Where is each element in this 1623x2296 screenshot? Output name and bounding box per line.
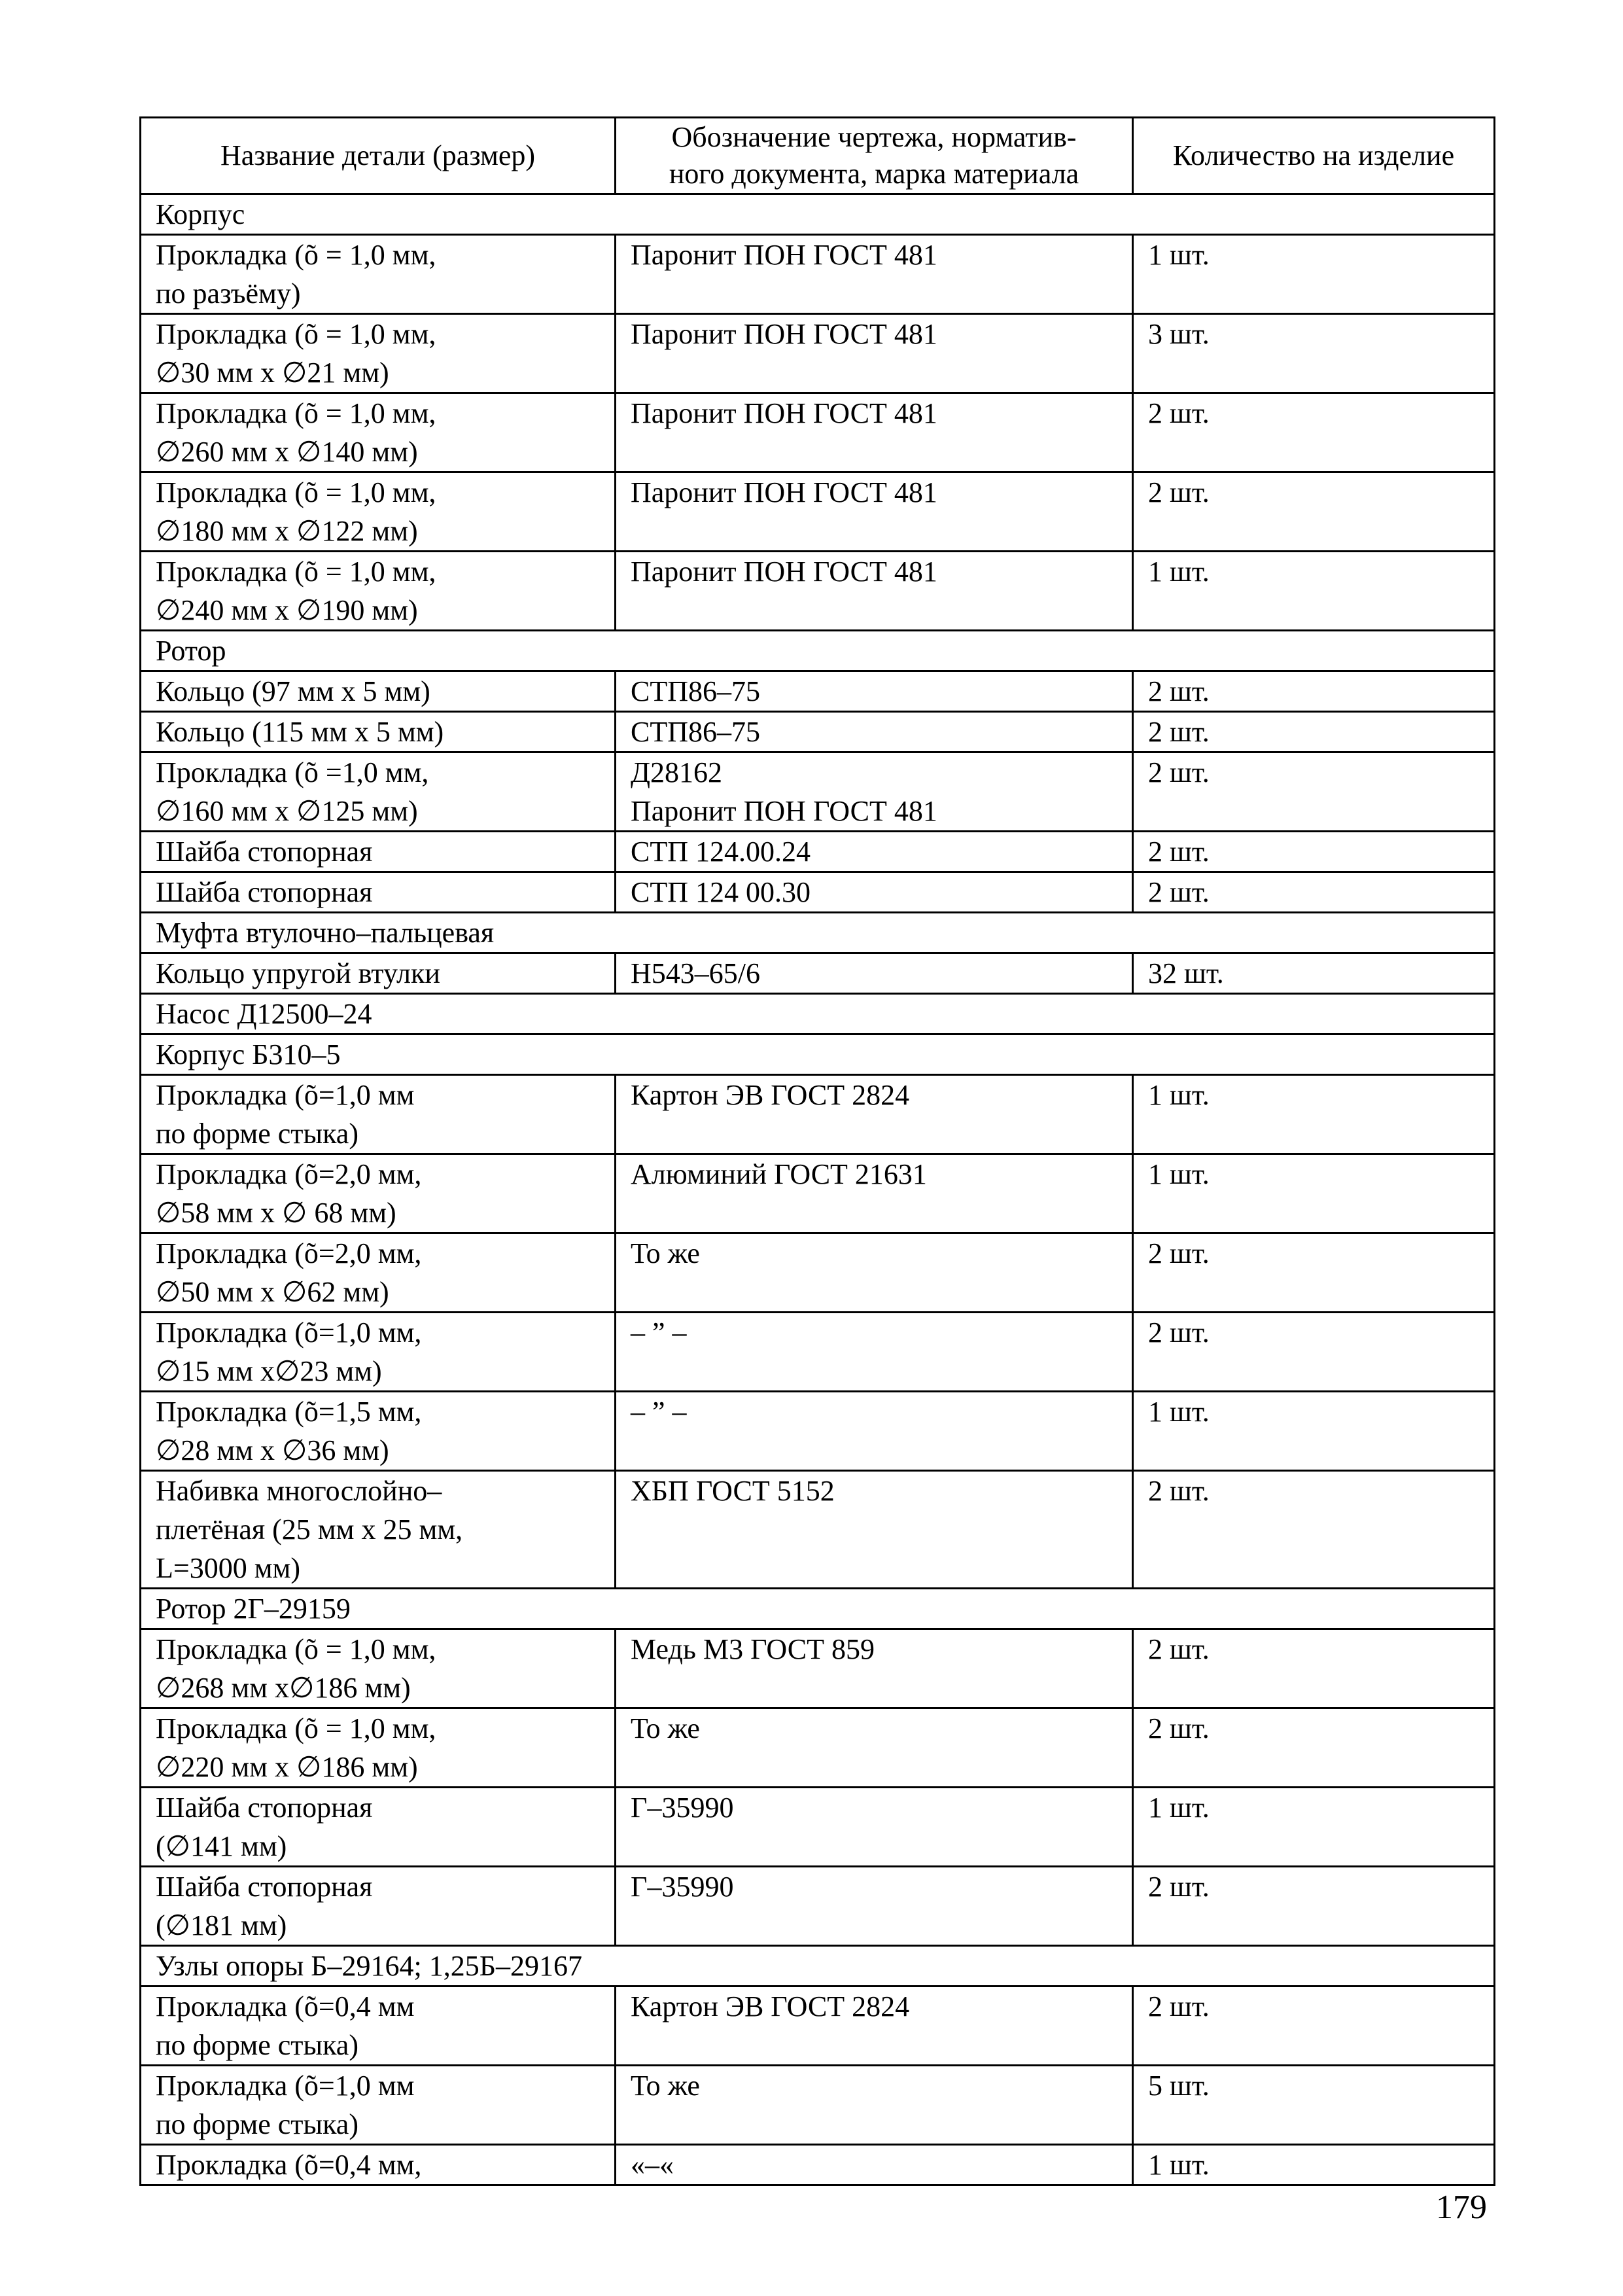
table-row: [141, 953, 1495, 994]
section-row: [141, 1034, 1495, 1075]
section-row: [141, 631, 1495, 671]
document-cell: [616, 1392, 1133, 1471]
quantity-cell: 2 шт.: [1133, 1629, 1495, 1708]
table-row: [141, 1392, 1495, 1471]
part-name-cell-line: Прокладка (õ=1,0 мм,: [156, 1316, 422, 1349]
part-name-cell-line: ∅28 мм х ∅36 мм): [156, 1434, 389, 1466]
document-cell-line: – ” –: [631, 1316, 687, 1349]
quantity-cell: 2 шт.: [1133, 752, 1495, 832]
part-name-cell-line: Шайба стопорная: [156, 1871, 373, 1903]
quantity-cell: 2 шт.: [1133, 1867, 1495, 1946]
page-number: 179: [1436, 2189, 1487, 2226]
table-row: [141, 872, 1495, 913]
table-row: [141, 1708, 1495, 1788]
document-cell-line: Д28162: [631, 756, 723, 788]
document-cell-line: Паронит ПОН ГОСТ 481: [631, 556, 937, 588]
table-row: [141, 752, 1495, 832]
document-cell: [616, 552, 1133, 631]
section-title: Муфта втулочно–пальцевая: [141, 913, 1495, 953]
document-cell-line: Паронит ПОН ГОСТ 481: [631, 397, 937, 429]
section-title: Корпус Б310–5: [141, 1034, 1495, 1075]
document-cell: [616, 832, 1133, 872]
document-cell: [616, 1471, 1133, 1589]
document-cell-line: То же: [631, 2070, 700, 2102]
part-name-cell-line: ∅180 мм х ∅122 мм): [156, 515, 418, 547]
part-name-cell-line: ∅30 мм х ∅21 мм): [156, 357, 389, 389]
part-name-cell-line: Прокладка (õ = 1,0 мм,: [156, 1712, 436, 1744]
header-row: [141, 118, 1495, 194]
part-name-cell-line: по форме стыка): [156, 1118, 358, 1150]
quantity-cell: 1 шт.: [1133, 1154, 1495, 1233]
part-name-cell: [141, 712, 616, 752]
document-cell-line: Паронит ПОН ГОСТ 481: [631, 795, 937, 827]
part-name-cell: [141, 1867, 616, 1946]
document-cell-line: Г–35990: [631, 1871, 734, 1903]
document-cell-line: СТП86–75: [631, 675, 760, 707]
quantity-cell: 2 шт.: [1133, 832, 1495, 872]
section-title: Ротор: [141, 631, 1495, 671]
part-name-cell: [141, 1154, 616, 1233]
part-name-cell-line: по разъёму): [156, 277, 301, 309]
part-name-cell: [141, 235, 616, 314]
part-name-cell: [141, 2066, 616, 2145]
section-row: [141, 913, 1495, 953]
part-name-cell-line: Прокладка (õ = 1,0 мм,: [156, 1633, 436, 1665]
part-name-cell-line: ∅220 мм х ∅186 мм): [156, 1751, 418, 1783]
table-row: [141, 1629, 1495, 1708]
quantity-cell: 1 шт.: [1133, 2145, 1495, 2185]
document-cell: [616, 1708, 1133, 1788]
part-name-cell-line: ∅58 мм х ∅ 68 мм): [156, 1197, 396, 1229]
table-row: [141, 1154, 1495, 1233]
table-row: [141, 1987, 1495, 2066]
quantity-cell: 2 шт.: [1133, 1987, 1495, 2066]
table-row: [141, 671, 1495, 712]
document-cell-line: Паронит ПОН ГОСТ 481: [631, 476, 937, 508]
part-name-cell-line: Прокладка (õ=0,4 мм: [156, 1990, 415, 2022]
part-name-cell-line: ∅260 мм х ∅140 мм): [156, 436, 418, 468]
part-name-cell: [141, 1313, 616, 1392]
header-text-line: ного документа, марка материала: [669, 158, 1079, 190]
part-name-cell: [141, 953, 616, 994]
quantity-cell: 1 шт.: [1133, 235, 1495, 314]
document-cell-line: Н543–65/6: [631, 957, 760, 989]
section-title: Узлы опоры Б–29164; 1,25Б–29167: [141, 1946, 1495, 1987]
quantity-cell: 2 шт.: [1133, 1313, 1495, 1392]
table-row: [141, 712, 1495, 752]
document-cell: [616, 1233, 1133, 1313]
document-cell: [616, 1629, 1133, 1708]
header-text-line: Обозначение чертежа, норматив-: [671, 121, 1077, 153]
quantity-cell: 3 шт.: [1133, 314, 1495, 393]
part-name-cell-line: Шайба стопорная: [156, 1792, 373, 1824]
part-name-cell-line: Прокладка (õ = 1,0 мм,: [156, 556, 436, 588]
document-cell-line: – ” –: [631, 1396, 687, 1428]
table-row: [141, 1075, 1495, 1154]
document-cell: [616, 1154, 1133, 1233]
quantity-cell: 2 шт.: [1133, 1471, 1495, 1589]
column-header-part-name: [141, 118, 616, 194]
column-header-quantity: [1133, 118, 1495, 194]
section-row: [141, 194, 1495, 235]
document-cell-line: Картон ЭВ ГОСТ 2824: [631, 1990, 910, 2022]
quantity-cell: 2 шт.: [1133, 872, 1495, 913]
document-cell: [616, 1987, 1133, 2066]
part-name-cell-line: Шайба стопорная: [156, 876, 373, 908]
section-row: [141, 1589, 1495, 1629]
part-name-cell-line: (∅141 мм): [156, 1830, 287, 1862]
quantity-cell: 2 шт.: [1133, 671, 1495, 712]
table-row: [141, 393, 1495, 472]
part-name-cell: [141, 872, 616, 913]
table-row: [141, 235, 1495, 314]
part-name-cell-line: Прокладка (õ = 1,0 мм,: [156, 239, 436, 271]
table-row: [141, 314, 1495, 393]
part-name-cell-line: Набивка многослойно–: [156, 1475, 442, 1507]
part-name-cell-line: Прокладка (õ=1,5 мм,: [156, 1396, 422, 1428]
part-name-cell: [141, 1471, 616, 1589]
part-name-cell-line: (∅181 мм): [156, 1909, 287, 1941]
part-name-cell-line: Прокладка (õ = 1,0 мм,: [156, 476, 436, 508]
part-name-cell-line: плетёная (25 мм х 25 мм,: [156, 1513, 463, 1545]
part-name-cell: [141, 1233, 616, 1313]
part-name-cell-line: Прокладка (õ=1,0 мм: [156, 2070, 415, 2102]
table-row: [141, 1313, 1495, 1392]
section-title: Корпус: [141, 194, 1495, 235]
document-cell-line: Медь М3 ГОСТ 859: [631, 1633, 875, 1665]
quantity-cell: 2 шт.: [1133, 472, 1495, 552]
quantity-cell: 1 шт.: [1133, 1788, 1495, 1867]
part-name-cell-line: Прокладка (õ=2,0 мм,: [156, 1158, 422, 1190]
table-header: [141, 118, 1495, 194]
section-row: [141, 1946, 1495, 1987]
part-name-cell: [141, 472, 616, 552]
part-name-cell-line: ∅240 мм х ∅190 мм): [156, 594, 418, 626]
document-cell-line: «–«: [631, 2149, 674, 2181]
document-cell-line: Паронит ПОН ГОСТ 481: [631, 318, 937, 350]
part-name-cell: [141, 752, 616, 832]
document-cell-line: Алюминий ГОСТ 21631: [631, 1158, 927, 1190]
document-cell: [616, 872, 1133, 913]
quantity-cell: 1 шт.: [1133, 552, 1495, 631]
part-name-cell-line: по форме стыка): [156, 2029, 358, 2061]
part-name-cell-line: Кольцо (97 мм х 5 мм): [156, 675, 430, 707]
quantity-cell: 2 шт.: [1133, 1708, 1495, 1788]
document-cell-line: СТП86–75: [631, 716, 760, 748]
part-name-cell: [141, 671, 616, 712]
document-cell: [616, 752, 1133, 832]
table-row: [141, 472, 1495, 552]
part-name-cell: [141, 2145, 616, 2185]
part-name-cell-line: Кольцо упругой втулки: [156, 957, 440, 989]
part-name-cell-line: ∅268 мм х∅186 мм): [156, 1672, 411, 1704]
quantity-cell: 1 шт.: [1133, 1392, 1495, 1471]
document-cell-line: То же: [631, 1237, 700, 1269]
table-row: [141, 1788, 1495, 1867]
document-cell-line: Картон ЭВ ГОСТ 2824: [631, 1079, 910, 1111]
part-name-cell-line: Прокладка (õ=1,0 мм: [156, 1079, 415, 1111]
table-row: [141, 832, 1495, 872]
table-row: [141, 1233, 1495, 1313]
document-cell-line: СТП 124 00.30: [631, 876, 811, 908]
part-name-cell: [141, 832, 616, 872]
quantity-cell: 1 шт.: [1133, 1075, 1495, 1154]
document-cell: [616, 1313, 1133, 1392]
part-name-cell-line: Прокладка (õ=2,0 мм,: [156, 1237, 422, 1269]
document-cell: [616, 2145, 1133, 2185]
document-cell: [616, 393, 1133, 472]
part-name-cell: [141, 1987, 616, 2066]
quantity-cell: 32 шт.: [1133, 953, 1495, 994]
section-title: Ротор 2Г–29159: [141, 1589, 1495, 1629]
document-cell: [616, 1867, 1133, 1946]
part-name-cell: [141, 393, 616, 472]
document-cell: [616, 671, 1133, 712]
table-row: [141, 1471, 1495, 1589]
document-cell: [616, 1075, 1133, 1154]
quantity-cell: 2 шт.: [1133, 712, 1495, 752]
part-name-cell: [141, 1392, 616, 1471]
part-name-cell-line: Шайба стопорная: [156, 836, 373, 868]
document-cell: [616, 2066, 1133, 2145]
document-cell: [616, 1788, 1133, 1867]
document-cell: [616, 472, 1133, 552]
header-text-line: Количество на изделие: [1172, 139, 1455, 171]
document-cell-line: Г–35990: [631, 1792, 734, 1824]
table-row: [141, 552, 1495, 631]
document-cell-line: ХБП ГОСТ 5152: [631, 1475, 835, 1507]
part-name-cell-line: Кольцо (115 мм х 5 мм): [156, 716, 444, 748]
column-header-document: [616, 118, 1133, 194]
table-row: [141, 2066, 1495, 2145]
quantity-cell: 2 шт.: [1133, 393, 1495, 472]
part-name-cell-line: ∅50 мм х ∅62 мм): [156, 1276, 389, 1308]
section-row: [141, 994, 1495, 1034]
part-name-cell-line: L=3000 мм): [156, 1552, 301, 1584]
part-name-cell: [141, 314, 616, 393]
part-name-cell: [141, 1788, 616, 1867]
document-cell: [616, 953, 1133, 994]
document-cell: [616, 314, 1133, 393]
table-row: [141, 1867, 1495, 1946]
part-name-cell-line: по форме стыка): [156, 2108, 358, 2140]
part-name-cell-line: ∅160 мм х ∅125 мм): [156, 795, 418, 827]
part-name-cell: [141, 1708, 616, 1788]
part-name-cell-line: Прокладка (õ =1,0 мм,: [156, 756, 429, 788]
document-cell-line: СТП 124.00.24: [631, 836, 811, 868]
document-cell: [616, 712, 1133, 752]
part-name-cell: [141, 552, 616, 631]
document-cell-line: Паронит ПОН ГОСТ 481: [631, 239, 937, 271]
table-body: [141, 194, 1495, 2185]
part-name-cell-line: Прокладка (õ = 1,0 мм,: [156, 318, 436, 350]
document-cell-line: То же: [631, 1712, 700, 1744]
quantity-cell: 5 шт.: [1133, 2066, 1495, 2145]
table-row: [141, 2145, 1495, 2185]
part-name-cell: [141, 1075, 616, 1154]
header-text-line: Название детали (размер): [220, 139, 536, 171]
section-title: Насос Д12500–24: [141, 994, 1495, 1034]
part-name-cell-line: Прокладка (õ=0,4 мм,: [156, 2149, 422, 2181]
part-name-cell-line: Прокладка (õ = 1,0 мм,: [156, 397, 436, 429]
part-name-cell: [141, 1629, 616, 1708]
quantity-cell: 2 шт.: [1133, 1233, 1495, 1313]
part-name-cell-line: ∅15 мм х∅23 мм): [156, 1355, 382, 1387]
parts-table: [139, 116, 1495, 2186]
document-cell: [616, 235, 1133, 314]
